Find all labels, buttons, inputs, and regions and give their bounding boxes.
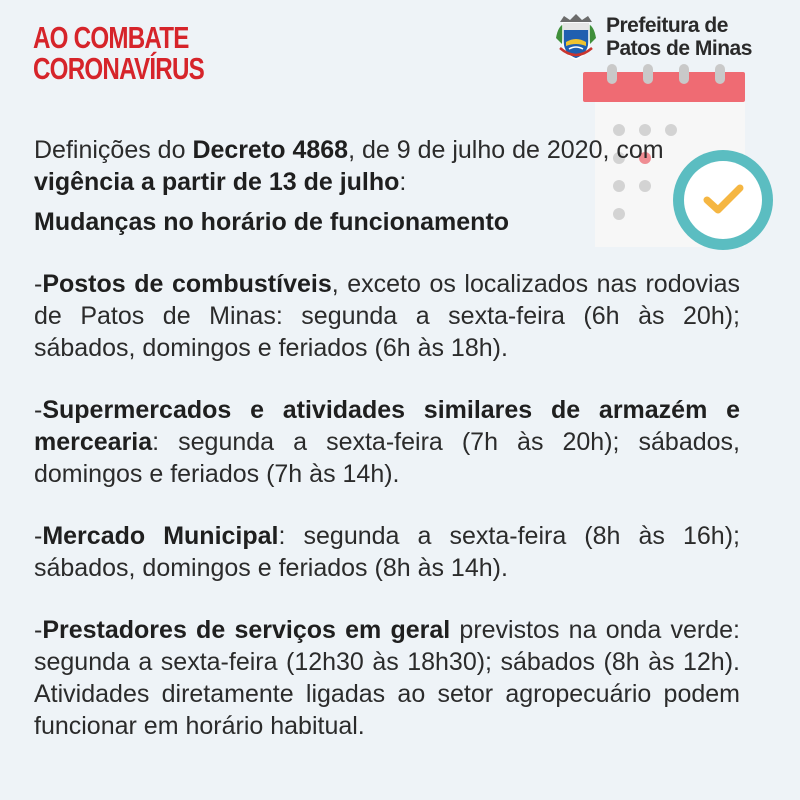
city-hall-name-line-1: Prefeitura de xyxy=(606,14,728,37)
rule-text: : segunda a sexta-feira (7h às 20h); sábados, domingos e feriados (7h às 14h). xyxy=(34,428,740,488)
rule-item-municipal-market xyxy=(34,520,740,584)
rule-dash: - xyxy=(34,270,43,298)
city-hall-name xyxy=(606,14,752,60)
decree-intro xyxy=(34,134,740,198)
municipal-coat-of-arms-icon xyxy=(554,12,598,62)
rule-text: previstos na onda verde: segunda a sexta-feira (12h30 às 18h30); sábados (8h às 12h). Atividades diretamente ligadas ao setor agropecuário podem funcionar em horário habitual. xyxy=(34,616,740,740)
campaign-title-line-1: AO COMBATE xyxy=(33,20,189,55)
rule-dash: - xyxy=(34,522,43,550)
campaign-title xyxy=(33,22,204,84)
rule-title: Prestadores de serviços em geral xyxy=(42,616,451,644)
validity-date: vigência a partir de 13 de julho xyxy=(34,168,400,196)
rule-dash: - xyxy=(34,616,43,644)
intro-suffix: : xyxy=(399,168,407,196)
intro-prefix: Definições do xyxy=(34,136,193,164)
decree-number: Decreto 4868 xyxy=(192,136,349,164)
rule-dash: - xyxy=(34,396,43,424)
rule-item-fuel-stations xyxy=(34,268,740,364)
rule-title: Postos de combustíveis xyxy=(42,270,332,298)
rule-title: Mercado Municipal xyxy=(42,522,279,550)
campaign-title-line-2: CORONAVÍRUS xyxy=(33,51,204,86)
section-heading: Mudanças no horário de funcionamento xyxy=(34,208,510,236)
intro-middle: , de 9 de julho de 2020, com xyxy=(348,136,664,164)
rule-title: Supermercados e atividades similares de armazém e mercearia xyxy=(34,396,740,456)
decree-content xyxy=(34,134,740,742)
rule-text: : segunda a sexta-feira (8h às 16h); sábados, domingos e feriados (8h às 14h). xyxy=(34,522,740,582)
rule-text: , exceto os localizados nas rodovias de Patos de Minas: segunda a sexta-feira (6h às 20h); sábados, domingos e feriados (6h às 18h). xyxy=(34,270,740,362)
city-hall-logo xyxy=(554,12,752,62)
rule-item-service-providers xyxy=(34,614,740,742)
city-hall-name-line-2: Patos de Minas xyxy=(606,37,752,60)
rule-item-supermarkets xyxy=(34,394,740,490)
